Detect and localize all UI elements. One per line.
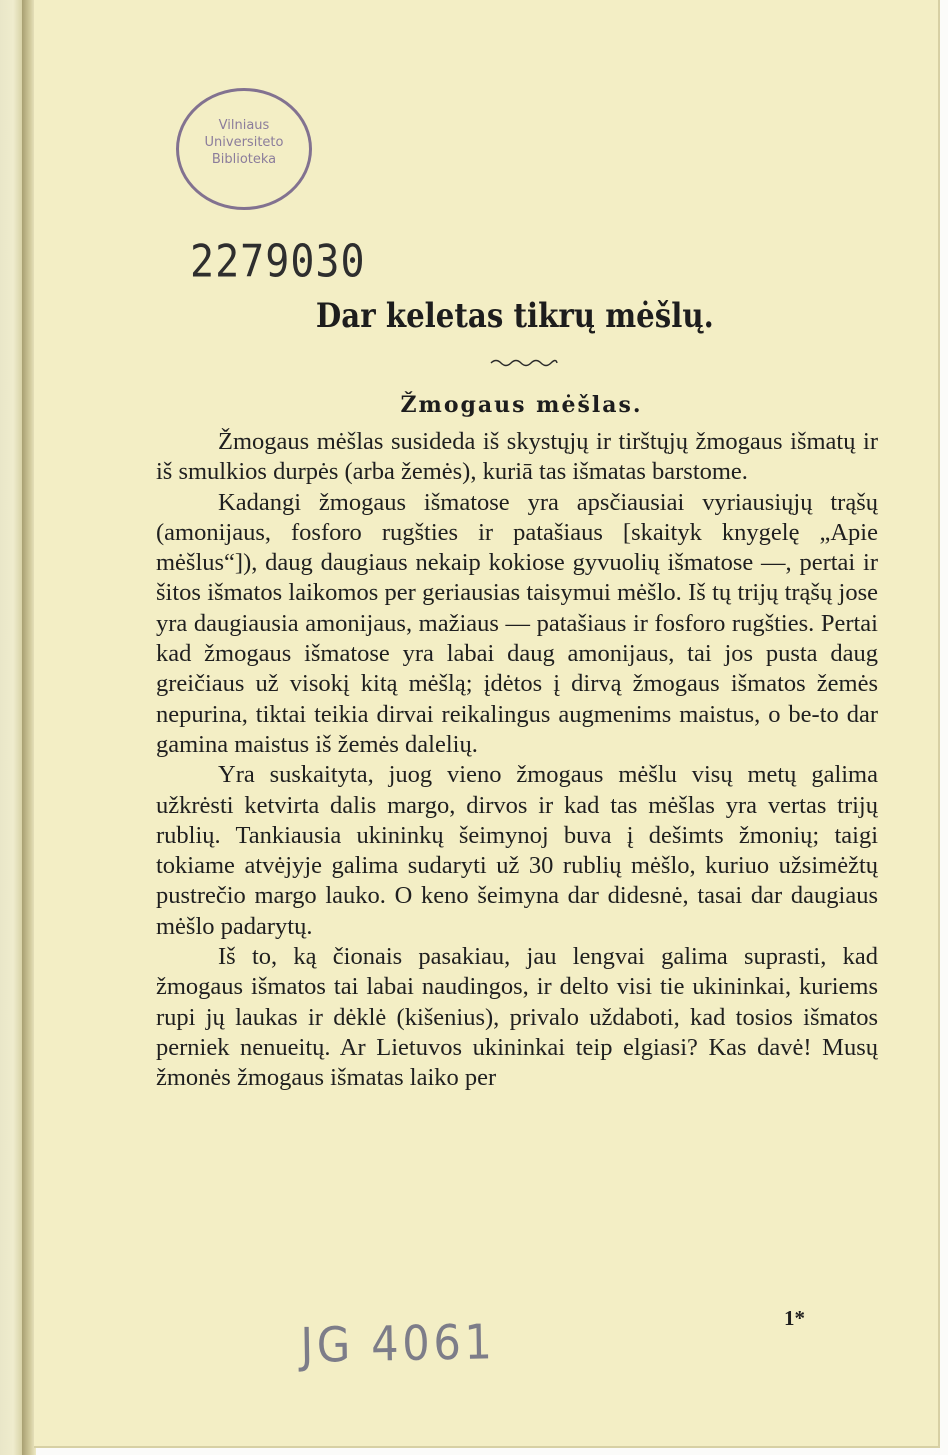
stamp-line: Biblioteka: [211, 152, 277, 167]
previous-page-edge: [0, 0, 22, 1455]
paragraph: Yra suskaityta, juog vieno žmogaus mėšlu visų metų galima užkrėsti ketvirta dalis margo, dirvos ir kad tas mėšlas yra vertas trijų rublių. Tankiausia ukininkų šeimynoj buva į dešimts žmonių; taigi tokiame atvėjyje galima sudaryti už 30 rublių mėšlo, kuriuo užsimėžtų pustrečio margo lauko. O keno šeimyna dar didesnė, tasai dar daugiaus mėšlo padarytų.: [156, 761, 878, 940]
page-title: Dar keletas tikrų mėšlų.: [315, 296, 714, 336]
catalog-number: 2279030: [190, 236, 366, 288]
stamp-line: Vilniaus: [218, 118, 270, 133]
section-heading: Žmogaus mėšlas.: [400, 392, 643, 418]
library-stamp: [176, 88, 312, 210]
paragraph: Kadangi žmogaus išmatose yra apsčiausiai vyriausiųjų trąšų (amonijaus, fosforo rugšties ir patašiaus [skaityk knygelę „Apie mėšlus“]), daug daugiaus nekaip kokiose gyvuolių išmatose —, pertai ir šitos išmatos laikomos per geriausias taisymui mėšlo. Iš tų trijų trąšų jose yra daugiausia amonijaus, mažiaus — patašiaus ir fosforo rugšties. Pertai kad žmogaus išmatose yra labai daug amonijaus, tai jos pusta daug greičiaus už visokį kitą mėšlą; įdėtos į dirvą žmogaus išmatos žemės nepurina, tiktai teikia dirvai reikalingus augmenims maistus, o be-to dar gamina maistus iš žemės dalelių.: [156, 488, 878, 758]
paragraph: Žmogaus mėšlas susideda iš skystųjų ir tirštųjų žmogaus išmatų ir iš smulkios durpės (arba žemės), kuriā tas išmatas barstome.: [156, 428, 878, 486]
wave-ornament-icon: [489, 357, 559, 369]
handwritten-shelfmark: JG 4061: [300, 1314, 496, 1374]
signature-mark: 1*: [784, 1306, 805, 1330]
paragraph: Iš to, ką čionais pasakiau, jau lengvai galima suprasti, kad žmogaus išmatos tai labai naudingos, ir delto visi tie ukininkai, kuriems rupi jų laukas ir dėklė (kišenius), privalo uždaboti, kad tosios išmatos perniek nenueitų. Ar Lietuvos ukininkai teip elgiasi? Kas davė! Musų žmonės žmogaus išmatas laiko per: [156, 943, 878, 1092]
body-text: [156, 427, 878, 1094]
stamp-line: Universiteto: [204, 135, 284, 150]
